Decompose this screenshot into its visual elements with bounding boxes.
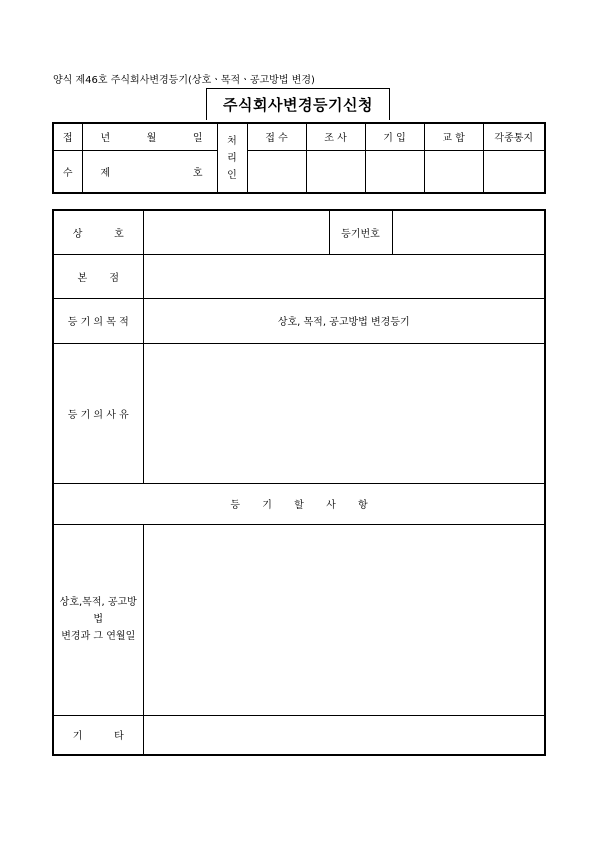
year-label: 년	[100, 133, 111, 145]
reception-label-bottom: 수	[53, 150, 82, 193]
col-entry: 기 입	[365, 123, 424, 150]
col-review: 조 사	[306, 123, 365, 150]
reason-label: 등 기 의 사 유	[53, 343, 143, 483]
trade-name-field[interactable]	[143, 210, 329, 254]
col-verify: 교 합	[424, 123, 483, 150]
month-label: 월	[146, 133, 157, 145]
reception-table	[52, 122, 546, 194]
number-suffix: 호	[192, 167, 203, 179]
head-office-label: 본 점	[53, 254, 143, 298]
col-reception: 접 수	[247, 123, 306, 150]
other-label: 기 타	[53, 715, 143, 755]
change-label: 상호,목적, 공고방 법 변경과 그 연월일	[53, 524, 143, 715]
stamp-verify[interactable]	[424, 150, 483, 193]
reception-date-cell[interactable]	[82, 123, 217, 150]
application-table	[52, 209, 546, 756]
reception-label-top: 접	[53, 123, 82, 150]
stamp-entry[interactable]	[365, 150, 424, 193]
form-number: 양식 제46호 주식회사변경등기(상호ㆍ목적ㆍ공고방법 변경)	[53, 75, 315, 86]
head-office-field[interactable]	[143, 254, 545, 298]
purpose-value[interactable]: 상호, 목적, 공고방법 변경등기	[143, 298, 545, 343]
reception-number-cell[interactable]	[82, 150, 217, 193]
stamp-review[interactable]	[306, 150, 365, 193]
processing-label: 처 리 인	[217, 123, 247, 193]
purpose-label: 등 기 의 목 적	[53, 298, 143, 343]
reg-number-field[interactable]	[392, 210, 545, 254]
stamp-notices[interactable]	[483, 150, 545, 193]
stamp-reception[interactable]	[247, 150, 306, 193]
reg-number-label: 등기번호	[329, 210, 392, 254]
matters-header: 등 기 할 사 항	[53, 483, 545, 524]
day-label: 일	[192, 133, 203, 145]
form-title: 주식회사변경등기신청	[206, 88, 390, 120]
other-field[interactable]	[143, 715, 545, 755]
number-prefix: 제	[100, 167, 111, 179]
change-field[interactable]	[143, 524, 545, 715]
col-notices: 각종통지	[483, 123, 545, 150]
reason-field[interactable]	[143, 343, 545, 483]
trade-name-label: 상 호	[53, 210, 143, 254]
